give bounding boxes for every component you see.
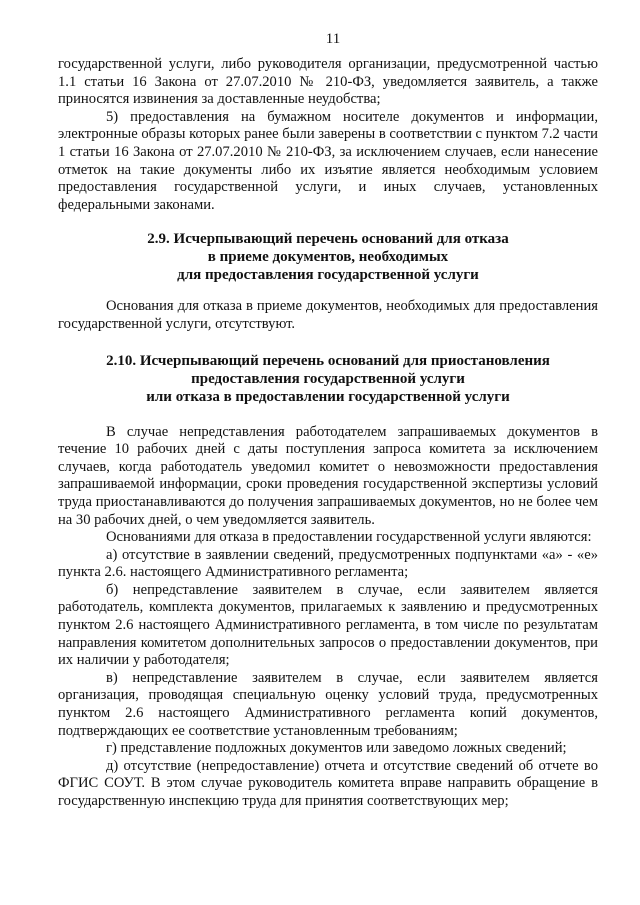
- section-2-10-paragraph-2: Основаниями для отказа в предоставлении государственной услуги являются:: [106, 529, 592, 546]
- section-2-9-text: Основания для отказа в приеме документов, необходимых для предоставления государственной услуги, отсутствуют.: [58, 298, 598, 332]
- item-5-paragraph: 5) предоставления на бумажном носителе документов и информации, электронные образы которых ранее были заверены в соответствии с пунктом 7.2 части 1 статьи 16 Закона от 27.07.2010 № 210-ФЗ, за исключением случаев, если нанесение отметок на такие документы либо их изъятие является необходимым условием предоставления государственной услуги, и иных случаев, установленных федеральными законами.: [58, 108, 598, 213]
- section-2-9-heading: [58, 230, 598, 284]
- section-2-10-heading: [58, 352, 598, 406]
- list-item-b: б) непредставление заявителем в случае, если заявителем является работодатель, комплекта документов, прилагаемых к заявлению и предусмотренных пунктом 2.6 настоящего Административного регламента, в том числе по результатам направления комитетом дополнительных запросов о предоставлении документов, при их наличии у работодателя;: [58, 581, 598, 669]
- list-item-d: д) отсутствие (непредоставление) отчета и отсутствие сведений об отчете во ФГИС СОУТ. В этом случае руководитель комитета вправе направить обращение в государственную инспекцию труда для принятия соответствующих мер;: [58, 757, 598, 809]
- section-2-10-paragraph-1: В случае непредставления работодателем запрашиваемых документов в течение 10 рабочих дней с даты поступления запроса комитета за исключением случаев, когда работодатель уведомил комитет о невозможности предоставления запрашиваемой информации, сроки проведения государственной экспертизы условий труда приостанавливаются до получения запрашиваемых документов, но не более чем на 30 рабочих дней, о чем уведомляется заявитель.: [58, 423, 598, 528]
- section-2-9-heading-line: для предоставления государственной услуги: [177, 267, 479, 284]
- document-page: [58, 30, 598, 811]
- section-2-9-heading-line: в приеме документов, необходимых: [207, 249, 449, 266]
- section-2-10-heading-line: 2.10. Исчерпывающий перечень оснований для приостановления: [106, 352, 550, 369]
- section-2-10-heading-line: или отказа в предоставлении государственной услуги: [146, 388, 510, 405]
- page-number: 11: [325, 31, 341, 47]
- section-2-10-heading-line: предоставления государственной услуги: [191, 370, 465, 387]
- list-item-v: в) непредставление заявителем в случае, если заявителем является организация, проводящая специальную оценку условий труда, предусмотренных пунктом 2.6 настоящего Административного регламента копий документов, подтверждающих ее соответствие установленным требованиям;: [58, 669, 598, 739]
- list-item-g: г) представление подложных документов или заведомо ложных сведений;: [106, 740, 567, 757]
- list-item-a: а) отсутствие в заявлении сведений, предусмотренных подпунктами «а» - «е» пункта 2.6. настоящего Административного регламента;: [58, 546, 598, 581]
- section-2-9-heading-line: 2.9. Исчерпывающий перечень оснований для отказа: [147, 231, 509, 248]
- continuation-paragraph: государственной услуги, либо руководителя организации, предусмотренной частью 1.1 статьи 16 Закона от 27.07.2010 № 210-ФЗ, уведомляется заявитель, а также приносятся извинения за доставленные неудобства;: [58, 56, 598, 108]
